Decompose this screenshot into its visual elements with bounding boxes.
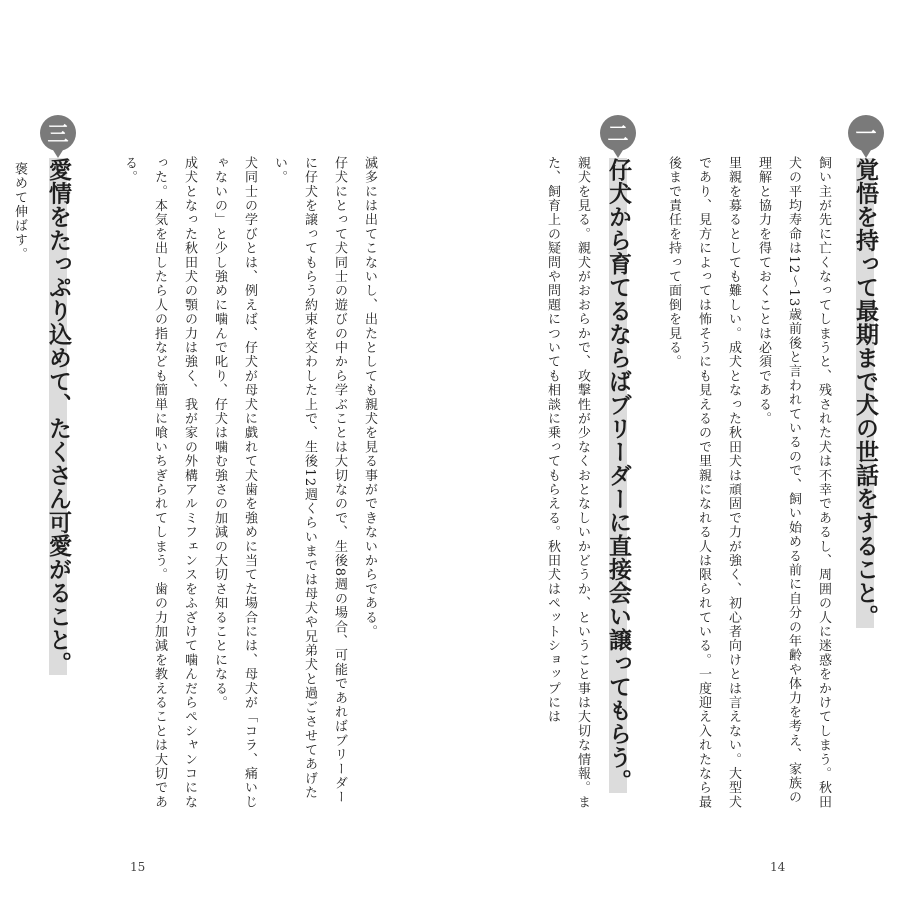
section-badge-2: 二 [600, 115, 636, 151]
paragraph: 褒めて伸ばす。 [12, 162, 27, 262]
paragraph: 里親を募るとしても難しい。成犬となった秋田犬は頑固で力が強く、初心者向けとは言えない。大型犬であり、見方によっては怖そうにも見えるので里親になれる人は限られている。一度迎え入れたなら最後まで責任を持って面倒を見る。 [666, 156, 741, 810]
paragraph: 仔犬にとって犬同士の遊びの中から学ぶことは大切なので、生後8週の場合、可能であればブリーダーに仔犬を譲ってもらう約束を交わした上で、生後12週くらいまでは母犬や兄弟犬と過ごさせてあげたい。 [272, 156, 347, 805]
section-badge-3: 三 [40, 115, 76, 151]
paragraph: 犬同士の学びとは、例えば、仔犬が母犬に戯れて犬歯を強めに当てた場合には、母犬が「コラ、痛いじゃないの」と少し強めに噛んで叱り、仔犬は噛む強さの加減の大切さ知ることになる。 [212, 156, 257, 810]
paragraph: 親犬を見る。親犬がおおらかで、攻撃性が少なくおとなしいかどうか、ということ事は大切な情報。また、飼育上の疑問や問題についても相談に乗ってもらえる。秋田犬はペットショップには [545, 156, 590, 810]
paragraph: 成犬となった秋田犬の顎の力は強く、我が家の外構アルミフェンスをふざけて噛んだらペシャンコになった。本気を出したら人の指なども簡単に喰いちぎられてしまう。歯の力加減を教えることは大切である。 [122, 156, 197, 810]
section-badge-1: 一 [848, 115, 884, 151]
section-heading-2: 仔犬から育てるならばブリーダーに直接会い譲ってもらう。 [605, 158, 631, 793]
continued-body [108, 156, 384, 811]
paragraph: 滅多には出てこないし、出たとしても親犬を見る事ができないからである。 [362, 156, 377, 639]
section-body-2 [533, 156, 597, 811]
page-number-right: 14 [770, 860, 786, 874]
section-body-3 [2, 162, 34, 817]
section-heading-1: 覚悟を持って最期まで犬の世話をすること。 [852, 158, 878, 628]
section-heading-3: 愛情をたっぷり込めて、たくさん可愛がること。 [45, 158, 71, 675]
page-number-left: 15 [130, 860, 146, 874]
section-body-1 [666, 156, 838, 811]
paragraph: 飼い主が先に亡くなってしまうと、残された犬は不幸であるし、周囲の人に迷惑をかけてしまう。秋田犬の平均寿命は12～13歳前後と言われているので、飼い始める前に自分の年齢や体力を考え、家族の理解と協力を得ておくことは必須である。 [756, 156, 831, 810]
